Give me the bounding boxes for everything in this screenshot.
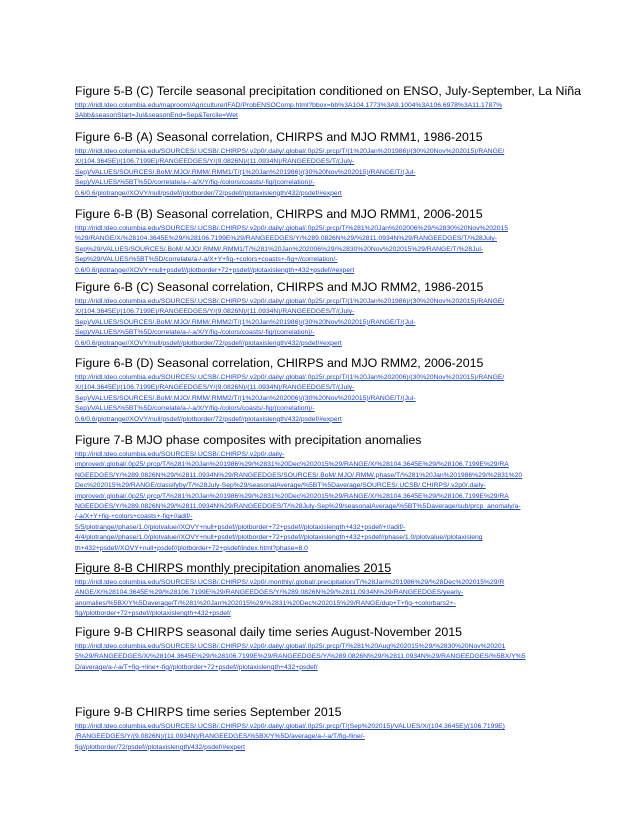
figure-title: Figure 6-B (A) Seasonal correlation, CHIRPS and MJO RMM1, 1986-2015 — [75, 130, 483, 144]
figure-title: Figure 6-B (C) Seasonal correlation, CHIRPS and MJO RMM2, 1986-2015 — [75, 280, 484, 294]
url-line[interactable]: http://iridl.ldeo.columbia.edu/SOURCES/.UCSB/.CHIRPS/.v2p0/.daily/.global/.0p25/.prcp/T/(Sep%202015)/VALUES/X/(104.3645E)/(106.7199E) — [75, 723, 505, 730]
url-line[interactable]: 0.6/0.6/plotrange//XOVY/null/psdef//plotborder/72/psdef//plotaxislength/432/psdef/#expert — [75, 339, 342, 347]
url-line[interactable]: NGEEDGES/Y/%289.0826N%29/%2811.0934N%29/RANGEEDGES/T/%28July-Sep%29/seasonalAverage/%5BT%5Daverage/sub/prcp_anomaly/a- — [75, 503, 521, 511]
url-line[interactable]: http://iridl.ldeo.columbia.edu/SOURCES/.UCSB/.CHIRPS/.v2p0/.daily/.global/.0p25/.prcp/T/%281%20Jan%202006%29/%2830%20Nov%202015 — [75, 225, 508, 232]
url-line[interactable]: http://iridl.ldeo.columbia.edu/SOURCES/.UCSB/.CHIRPS/.v2p0/.daily- — [75, 451, 285, 458]
figure-entry — [75, 84, 581, 122]
figure-title: Figure 5-B (C) Tercile seasonal precipitation conditioned on ENSO, July-September, La Niña — [75, 84, 581, 98]
url-line[interactable]: 5%29/RANGEEDGES/X/%28104.3645E%29/%28106.7199E%29/RANGEEDGES/Y/%289.0826N%29/%2811.0934N%29/RANGEEDGES/%5BX/Y%5 — [75, 653, 526, 661]
url-line[interactable]: fig//plotborder+72+psdef//plotaxislength+432+psdef/ — [75, 610, 231, 618]
url-line[interactable]: 3Abb&seasonStart=Jul&seasonEnd=Sep&Tercile=Wet — [75, 112, 238, 120]
figure-url[interactable] — [75, 450, 571, 554]
url-line[interactable]: 5/5/plotrange//phase/1.0/plotvalue//XOVY+null+psdef//plotborder+72+psdef//plotaxislength+432+psdef/+//adif/- — [75, 523, 406, 531]
url-line[interactable]: http://iridl.ldeo.columbia.edu/SOURCES/.UCSB/.CHIRPS/.v2p0/.daily/.global/.0p25/.prcp/T/(1%20Jan%201986)/(30%20Nov%202015)/RANGE/ — [75, 148, 505, 155]
url-line[interactable]: Sep)/VALUES/%5BT%5D/correlate/a-/-a/X/Y/fig-/colors/coasts/-fig/(correlation)/- — [75, 405, 315, 413]
url-line[interactable]: X/(104.3645E)/(106.7199E)/RANGEEDGES/Y/(9.0826N)/(11.0934N)/RANGEEDGES/T/(July- — [75, 384, 355, 392]
url-line[interactable]: http://iridl.ldeo.columbia.edu/SOURCES/.UCSB/.CHIRPS/.v2p0/.monthly/.global/.precipitation/T/%28Jan%201986%29/%28Dec%202015%29/R — [75, 579, 505, 586]
url-line[interactable]: Sep)/VALUES/SOURCES/.BoM/.MJO/.RMM/.RMM2/T/(1%20Jan%202006)/(30%20Nov%202015)/RANGE/T/(Jul- — [75, 394, 416, 402]
url-line[interactable]: 0.6/0.6/plotrange//XOVY+null+psdef//plotborder+72+psdef//plotaxislength+432+psdef/#expert — [75, 266, 355, 274]
url-line[interactable]: Dec%202015%29/RANGE/classifyby/T/%28July-Sep%29/seasonalAverage/%5BT%5Daverage/SOURCES/.UCSB/.CHIRPS/.v2p0/.daily- — [75, 482, 486, 490]
figure-url[interactable] — [75, 147, 571, 199]
figure-title: Figure 9-B CHIRPS seasonal daily time series August-November 2015 — [75, 625, 463, 639]
url-line[interactable]: 4/4/plotrange//phase/1.0/plotvalue//XOVY+null+psdef//plotborder+72+psdef//plotaxislength+432+psdef//phase/1.0/plotvalue//plotaxisleng — [75, 534, 483, 542]
figure-entry — [75, 625, 571, 673]
url-line[interactable]: Sep)/VALUES/SOURCES/.BoM/.MJO/.RMM/.RMM1/T/(1%20Jan%201986)/(30%20Nov%202015)/RANGE/T/(Jul- — [75, 168, 416, 176]
figure-entry — [75, 705, 571, 753]
figure-entry — [75, 130, 571, 199]
url-line[interactable]: Sep)/VALUES/%5BT%5D/correlate/a-/-a/X/Y/fig-/colors/coasts/-fig/(correlation)/- — [75, 329, 315, 337]
figure-url[interactable] — [75, 722, 571, 753]
url-line[interactable]: Sep%29/VALUES/SOURCES/.BoM/.MJO/.RMM/.RMM1/T/%281%20Jan%202006%29/%2830%20Nov%202015%29/RANGE/T/%28Jul- — [75, 245, 484, 253]
url-line[interactable]: X/(104.3645E)/(106.7199E)/RANGEEDGES/Y/(9.0826N)/(11.0934N)/RANGEEDGES/T/(July- — [75, 158, 355, 166]
url-line[interactable]: %29/RANGE/X/%28104.3645E%29/%28106.7199E%29/RANGEEDGES/Y/%289.0826N%29/%2811.0934N%29/RANGEEDGES/T/%28July- — [75, 235, 497, 243]
figure-entry — [75, 561, 571, 620]
figure-title: Figure 8-B CHIRPS monthly precipitation anomalies 2015 — [75, 561, 392, 575]
figure-title: Figure 7-B MJO phase composites with precipitation anomalies — [75, 433, 422, 447]
url-line[interactable]: improved/.global/.0p25/.prcp/T/%281%20Jan%201986%29/%2831%20Dec%202015%29/RANGE/X/%28104.3645E%29/%28106.7199E%29/RA — [75, 461, 509, 469]
url-line[interactable]: NGEEDGES/Y/%289.0826N%29/%2811.0934N%29/RANGEEDGES/SOURCES/.BoM/.MJO/.RMM/.phase/T/%281%20Jan%201986%29/%2831%20 — [75, 471, 523, 479]
url-line[interactable]: X/(104.3645E)/(106.7199E)/RANGEEDGES/Y/(9.0826N)/(11.0934N)/RANGEEDGES/T/(July- — [75, 308, 355, 316]
url-line[interactable]: /-a/X+Y+fig-+colors+coasts+-fig+//adif/- — [75, 513, 193, 521]
figure-title: Figure 6-B (B) Seasonal correlation, CHIRPS and MJO RMM1, 2006-2015 — [75, 207, 483, 221]
figure-entry — [75, 356, 571, 425]
figure-entry — [75, 280, 571, 349]
figure-title: Figure 9-B CHIRPS time series September 2015 — [75, 705, 342, 719]
url-line[interactable]: /RANGEEDGES/Y/(9.0826N)/(11.0934N)/RANGEEDGES/%5BX/Y%5D/average/a-/-a/T/fig-/line/- — [75, 733, 365, 741]
figure-url[interactable] — [75, 224, 571, 276]
figure-title: Figure 6-B (D) Seasonal correlation, CHIRPS and MJO RMM2, 2006-2015 — [75, 356, 484, 370]
figure-entry — [75, 207, 571, 276]
url-line[interactable]: fig//plotborder/72/psdef//plotaxislength/432/psdef/#expert — [75, 743, 245, 751]
figure-url[interactable] — [75, 373, 571, 425]
figure-url[interactable] — [75, 297, 571, 349]
url-line[interactable]: Sep%29/VALUES/%5BT%5D/correlate/a-/-a/X+Y+fig-+colors+coasts+-fig+//correlation/- — [75, 256, 338, 264]
url-line[interactable]: Sep)/VALUES/%5BT%5D/correlate/a-/-a/X/Y/fig-/colors/coasts/-fig/(correlation)/- — [75, 179, 315, 187]
url-line[interactable]: http://iridl.ldeo.columbia.edu/SOURCES/.UCSB/.CHIRPS/.v2p0/.daily/.global/.0p25/.prcp/T/(1%20Jan%202006)/(30%20Nov%202015)/RANGE/ — [75, 374, 505, 381]
url-line[interactable]: http://iridl.ldeo.columbia.edu/SOURCES/.UCSB/.CHIRPS/.v2p0/.daily/.global/.0p25/.prcp/T/%281%20Aug%202015%29/%2830%20Nov%20201 — [75, 643, 506, 650]
url-line[interactable]: http://iridl.ldeo.columbia.edu/maproom/Agriculture/IFAD/ProbENSOComp.html?bbox=bb%3A104.1773%3A9.1004%3A106.6978%3A11.1787% — [75, 102, 503, 109]
url-line[interactable]: ANGE/X/%28104.3645E%29/%28106.7199E%29/RANGEEDGES/Y/%289.0826N%29/%2811.0934N%29/RANGEEDGES/yearly- — [75, 589, 464, 597]
url-line[interactable]: http://iridl.ldeo.columbia.edu/SOURCES/.UCSB/.CHIRPS/.v2p0/.daily/.global/.0p25/.prcp/T/(1%20Jan%201986)/(30%20Nov%202015)/RANGE/ — [75, 298, 505, 305]
figure-url[interactable] — [75, 578, 571, 620]
figure-entry — [75, 433, 571, 554]
figure-url[interactable] — [75, 642, 571, 673]
url-line[interactable]: Sep)/VALUES/SOURCES/.BoM/.MJO/.RMM/.RMM2/T/(1%20Jan%201986)/(30%20Nov%202015)/RANGE/T/(Jul- — [75, 318, 416, 326]
url-line[interactable]: D/average/a-/-a/T+fig-+line+-fig//plotborder+72+psdef//plotaxislength+432+psdef/ — [75, 663, 318, 671]
url-line[interactable]: th+432+psdef//XOVY+null+psdef//plotborder+72+psdef/index.html?phase=8.0 — [75, 544, 308, 552]
url-line[interactable]: 0.6/0.6/plotrange//XOVY/null/psdef//plotborder/72/psdef//plotaxislength/432/psdef/#expert — [75, 189, 342, 197]
figure-url[interactable] — [75, 101, 571, 122]
url-line[interactable]: improved/.global/.0p25/.prcp/T/%281%20Jan%201986%29/%2831%20Dec%202015%29/RANGE/X/%28104.3645E%29/%28106.7199E%29/RA — [75, 492, 509, 500]
url-line[interactable]: 0.6/0.6/plotrange//XOVY/null/psdef//plotborder/72/psdef//plotaxislength/432/psdef/#expert — [75, 415, 342, 423]
url-line[interactable]: anomalies/%5BX/Y%5Daverage/T/%281%20Jan%202015%29/%2831%20Dec%202015%29/RANGE/dup+T+fig-+colorbars2+- — [75, 599, 456, 607]
